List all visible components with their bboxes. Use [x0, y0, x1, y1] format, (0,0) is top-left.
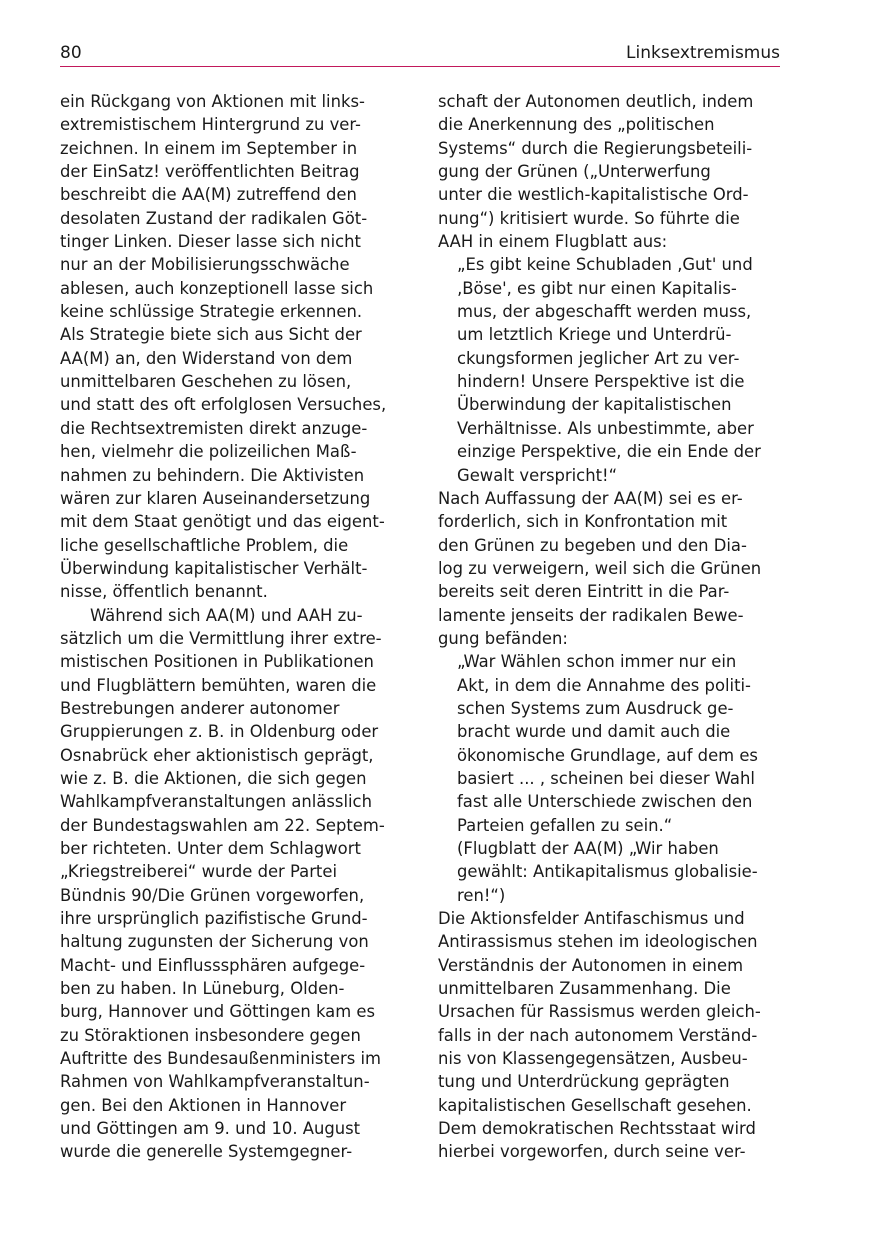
text-line: Verhältnisse. Als unbestimmte, aber — [457, 418, 754, 438]
text-line: wären zur klaren Auseinandersetzung — [60, 488, 371, 508]
text-line: nur an der Mobilisierungsschwäche — [60, 255, 350, 275]
text-line: zu Störaktionen insbesondere gegen — [60, 1025, 361, 1045]
text-line: kapitalistischen Gesellschaft gesehen. — [438, 1095, 752, 1115]
text-line: mit dem Staat genötigt und das eigent- — [60, 512, 385, 532]
text-line: schaft der Autonomen deutlich, indem — [438, 92, 754, 111]
text-line: ihre ursprünglich pazifistische Grund- — [60, 909, 368, 929]
text-line: der Bundestagswahlen am 22. Septem- — [60, 815, 385, 835]
text-line: ‚Böse', es gibt nur einen Kapitalis- — [457, 278, 737, 298]
text-line: keine schlüssige Strategie erkennen. — [60, 302, 363, 322]
text-line: Bestrebungen anderer autonomer — [60, 698, 340, 718]
text-line: extremistischem Hintergrund zu ver- — [60, 115, 361, 135]
text-line: Dem demokratischen Rechtsstaat wird — [438, 1119, 756, 1139]
text-line: ben zu haben. In Lüneburg, Olden- — [60, 979, 345, 999]
text-line: Überwindung kapitalistischer Verhält- — [60, 558, 368, 578]
running-header — [60, 42, 780, 67]
text-line: ren!“) — [457, 885, 506, 905]
text-line: „War Wählen schon immer nur ein — [457, 652, 737, 672]
text-line: unmittelbaren Geschehen zu lösen, — [60, 372, 352, 392]
text-line: AAH in einem Flugblatt aus: — [438, 232, 668, 252]
text-line: ckungsformen jeglicher Art zu ver- — [457, 348, 740, 368]
text-line: falls in der nach autonomem Verständ- — [438, 1025, 758, 1045]
text-line: wurde die generelle Systemgegner- — [60, 1142, 353, 1162]
text-line: Nach Auffassung der AA(M) sei es er- — [438, 488, 743, 508]
left-column — [60, 90, 405, 1164]
text-line: „Kriegstreiberei“ wurde der Partei — [60, 862, 337, 882]
text-line: die Rechtsextremisten direkt anzuge- — [60, 418, 368, 438]
text-line: der EinSatz! veröffentlichten Beitrag — [60, 162, 360, 182]
text-line: haltung zugunsten der Sicherung von — [60, 932, 369, 952]
text-line: Verständnis der Autonomen in einem — [438, 955, 744, 975]
text-line: gung der Grünen („Unterwerfung — [438, 162, 711, 182]
text-line: gen. Bei den Aktionen in Hannover — [60, 1095, 347, 1115]
text-line: (Flugblatt der AA(M) „Wir haben — [457, 839, 719, 858]
text-line: Gewalt verspricht!“ — [457, 465, 618, 485]
text-line: nung“) kritisiert wurde. So führte die — [438, 208, 740, 228]
text-line: nisse, öffentlich benannt. — [60, 582, 268, 602]
text-line: unmittelbaren Zusammenhang. Die — [438, 979, 731, 999]
text-line: tung und Unterdrückung geprägten — [438, 1072, 730, 1092]
text-line: Gruppierungen z. B. in Oldenburg oder — [60, 722, 379, 742]
text-line: Auftritte des Bundesaußenministers im — [60, 1049, 381, 1069]
text-line: hindern! Unsere Perspektive ist die — [457, 372, 745, 392]
text-line: ber richteten. Unter dem Schlagwort — [60, 839, 361, 858]
text-line: AA(M) an, den Widerstand von dem — [60, 348, 353, 368]
text-line: Osnabrück eher aktionistisch geprägt, — [60, 745, 374, 765]
running-title: Linksextremismus — [626, 43, 780, 63]
text-line: „Es gibt keine Schubladen ‚Gut' und — [457, 255, 753, 275]
text-line: forderlich, sich in Konfrontation mit — [438, 512, 728, 532]
text-line: und Göttingen am 9. und 10. August — [60, 1119, 361, 1139]
text-line: unter die westlich-kapitalistische Ord- — [438, 185, 749, 205]
text-line: bereits seit deren Eintritt in die Par- — [438, 582, 730, 602]
text-line: mus, der abgeschafft werden muss, — [457, 302, 752, 322]
text-line: Akt, in dem die Annahme des politi- — [457, 675, 751, 695]
text-line: Rahmen von Wahlkampfveranstaltun- — [60, 1072, 370, 1092]
text-line: beschreibt die AA(M) zutreffend den — [60, 185, 357, 205]
right-column — [438, 90, 783, 1164]
text-line: desolaten Zustand der radikalen Göt- — [60, 208, 368, 228]
text-line: ein Rückgang von Aktionen mit links- — [60, 92, 365, 111]
page-number: 80 — [60, 43, 82, 63]
text-line: gung befänden: — [438, 628, 568, 648]
text-line: Ursachen für Rassismus werden gleich- — [438, 1002, 761, 1022]
text-line: und Flugblättern bemühten, waren die — [60, 675, 377, 695]
text-line: wie z. B. die Aktionen, die sich gegen — [60, 768, 367, 788]
text-line: schen Systems zum Ausdruck ge- — [457, 698, 734, 718]
text-line: einzige Perspektive, die ein Ende der — [457, 442, 761, 462]
text-line: tinger Linken. Dieser lasse sich nicht — [60, 232, 361, 252]
text-line: hen, vielmehr die polizeilichen Maß- — [60, 442, 357, 462]
text-line: Bündnis 90/Die Grünen vorgeworfen, — [60, 885, 365, 905]
text-line: Als Strategie biete sich aus Sicht der — [60, 325, 362, 345]
text-line: gewählt: Antikapitalismus globalisie- — [457, 862, 758, 882]
text-line: burg, Hannover und Göttingen kam es — [60, 1002, 376, 1022]
text-line: log zu verweigern, weil sich die Grünen — [438, 558, 762, 578]
text-line: liche gesellschaftliche Problem, die — [60, 535, 349, 555]
text-line: hierbei vorgeworfen, durch seine ver- — [438, 1142, 746, 1162]
text-line: basiert ... , scheinen bei dieser Wahl — [457, 768, 755, 788]
text-line: bracht wurde und damit auch die — [457, 722, 731, 742]
text-line: lamente jenseits der radikalen Bewe- — [438, 605, 744, 625]
text-line: mistischen Positionen in Publikationen — [60, 652, 374, 672]
text-line: die Anerkennung des „politischen — [438, 115, 715, 135]
text-line: Macht- und Einflusssphären aufgege- — [60, 955, 366, 975]
text-line: fast alle Unterschiede zwischen den — [457, 792, 753, 812]
text-line: Antirassismus stehen im ideologischen — [438, 932, 758, 952]
text-line: Überwindung der kapitalistischen — [457, 395, 732, 415]
text-line: Systems“ durch die Regierungsbeteili- — [438, 138, 753, 158]
text-line: Die Aktionsfelder Antifaschismus und — [438, 909, 745, 929]
text-line: Wahlkampfveranstaltungen anlässlich — [60, 792, 372, 812]
text-line: Parteien gefallen zu sein.“ — [457, 815, 673, 835]
text-line: und statt des oft erfolglosen Versuches, — [60, 395, 387, 415]
text-line: um letztlich Kriege und Unterdrü- — [457, 325, 732, 345]
text-line: den Grünen zu begeben und den Dia- — [438, 535, 747, 555]
text-line: zeichnen. In einem im September in — [60, 138, 358, 158]
text-line: nis von Klassengegensätzen, Ausbeu- — [438, 1049, 748, 1069]
text-line: ablesen, auch konzeptionell lasse sich — [60, 278, 374, 298]
text-line: ökonomische Grundlage, auf dem es — [457, 745, 758, 765]
text-line: nahmen zu behindern. Die Aktivisten — [60, 465, 365, 485]
text-line: sätzlich um die Vermittlung ihrer extre- — [60, 628, 382, 648]
text-line: Während sich AA(M) und AAH zu- — [90, 605, 363, 625]
